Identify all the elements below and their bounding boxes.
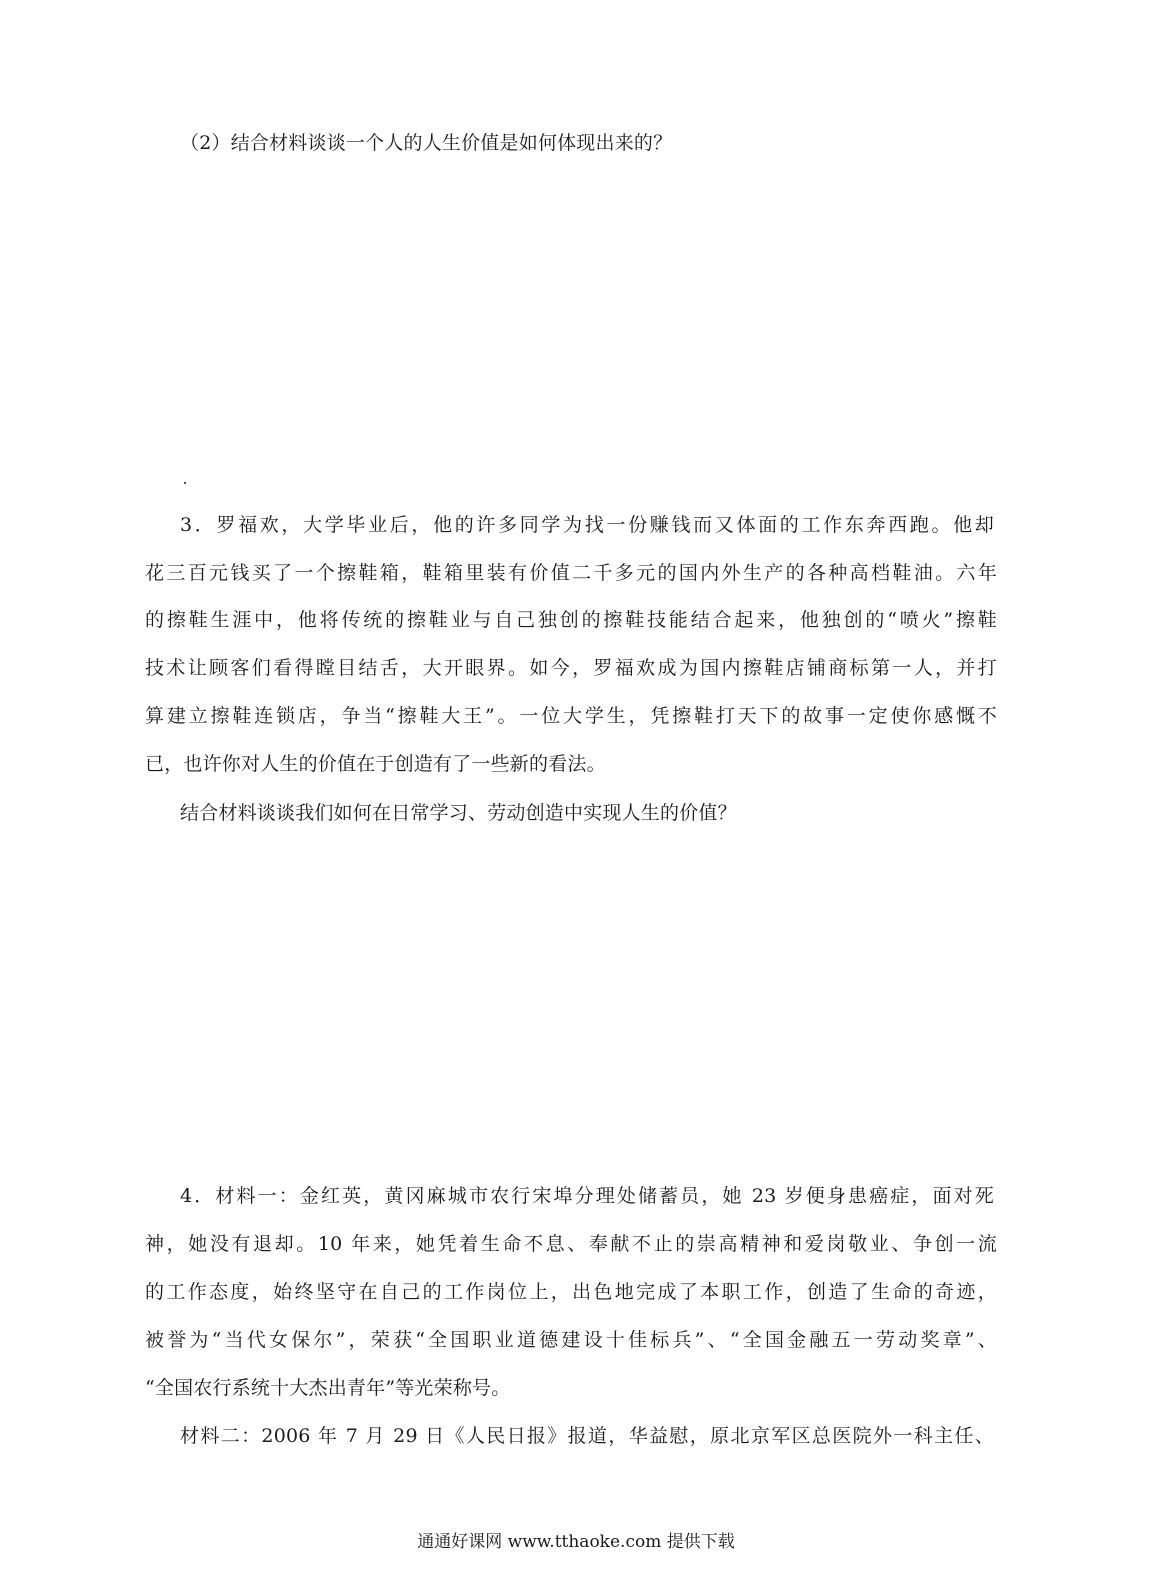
q3-line-4: 技术让顾客们看得瞠目结舌，大开眼界。如今，罗福欢成为国内擦鞋店铺商标第一人，并打 [145,657,997,679]
q3-line-2: 花三百元钱买了一个擦鞋箱，鞋箱里装有价值二千多元的国内外生产的各种高档鞋油。六年 [145,562,997,584]
q4-material-2: 材料二：2006 年 7 月 29 日《人民日报》报道，华益慰，原北京军区总医院外一科主任、 [180,1425,994,1447]
stray-mark [184,482,186,484]
q3-line-1: 3．罗福欢，大学毕业后，他的许多同学为找一份赚钱而又体面的工作东奔西跑。他却 [180,514,994,536]
q4-line-1: 4．材料一：金红英，黄冈麻城市农行宋埠分理处储蓄员，她 23 岁便身患癌症，面对死 [180,1185,994,1207]
q4-line-2: 神，她没有退却。10 年来，她凭着生命不息、奉献不止的崇高精神和爱岗敬业、争创一流 [145,1233,997,1255]
q3-prompt: 结合材料谈谈我们如何在日常学习、劳动创造中实现人生的价值？ [180,802,737,824]
q4-line-5: “全国农行系统十大杰出青年”等光荣称号。 [145,1377,511,1399]
q3-line-3: 的擦鞋生涯中，他将传统的擦鞋业与自己独创的擦鞋技能结合起来，他独创的“喷火”擦鞋 [145,609,997,631]
q4-line-3: 的工作态度，始终坚守在自己的工作岗位上，出色地完成了本职工作，创造了生命的奇迹， [145,1281,997,1303]
question-2-part-2: （2）结合材料谈谈一个人的人生价值是如何体现出来的？ [180,132,673,154]
page-footer: 通通好课网 www.tthaoke.com 提供下载 [417,1532,735,1552]
q3-line-5: 算建立擦鞋连锁店，争当“擦鞋大王”。一位大学生，凭擦鞋打天下的故事一定使你感慨不 [145,705,997,727]
q4-line-4: 被誉为“当代女保尔”，荣获“全国职业道德建设十佳标兵”、“全国金融五一劳动奖章”、 [145,1329,997,1351]
q3-line-6: 已，也许你对人生的价值在于创造有了一些新的看法。 [145,753,606,775]
